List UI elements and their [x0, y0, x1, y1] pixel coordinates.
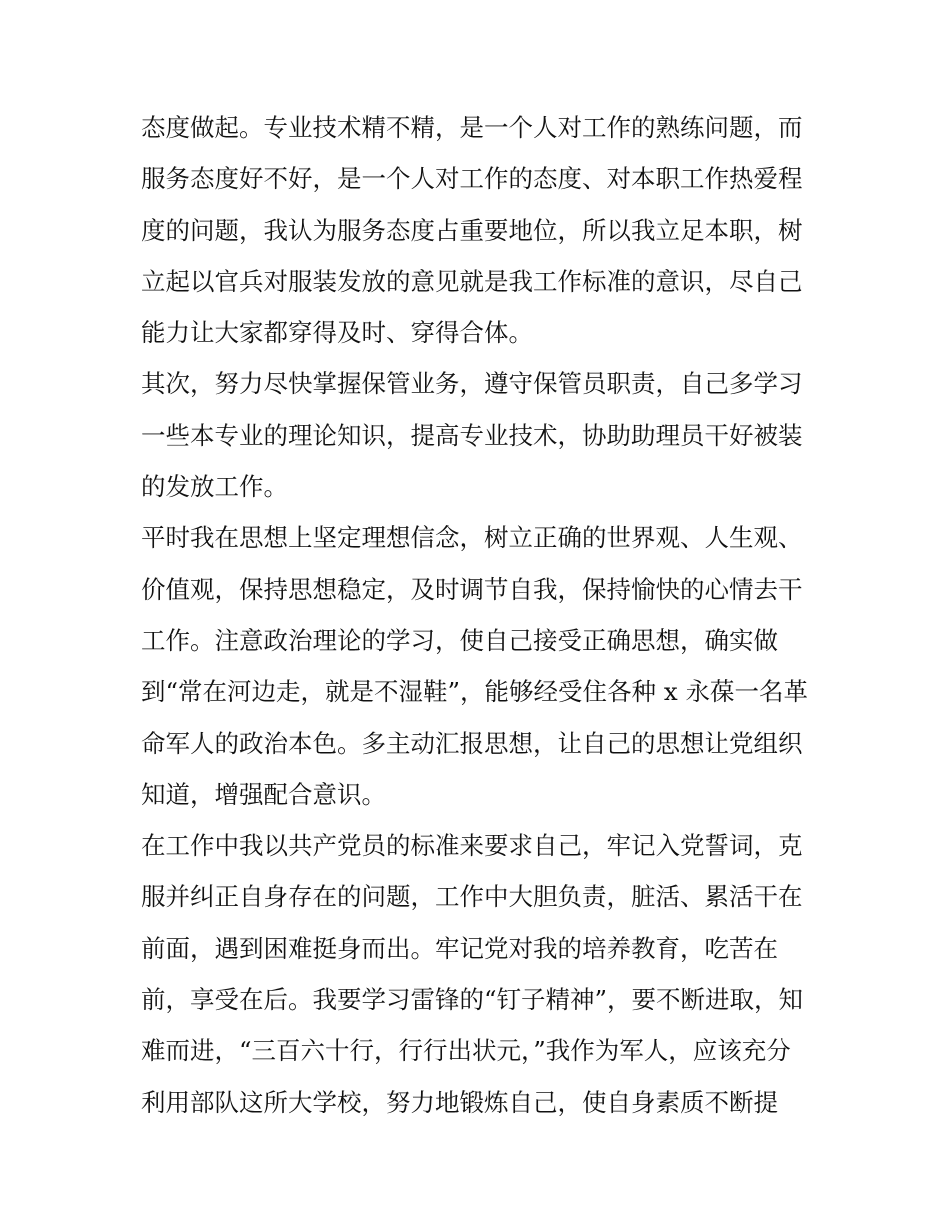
text-line: 立起以官兵对服装发放的意见就是我工作标准的意识，尽自己	[141, 266, 803, 296]
text-line: 到“常在河边走，就是不湿鞋”，能够经受住各种 x 永葆一名革	[141, 677, 808, 707]
text-line: 知道，增强配合意识。	[141, 779, 386, 809]
text-line: 难而进，“三百六十行，行行出状元，”我作为军人，应该充分	[141, 1036, 791, 1066]
text-line: 服务态度好不好，是一个人对工作的态度、对本职工作热爱程	[141, 164, 803, 194]
text-line: 一些本专业的理论知识，提高专业技术，协助助理员干好被装	[141, 420, 803, 450]
text-line: 命军人的政治本色。多主动汇报思想，让自己的思想让党组织	[141, 728, 803, 758]
text-line: 工作。注意政治理论的学习，使自己接受正确思想，确实做	[141, 625, 778, 655]
text-line: 的发放工作。	[141, 472, 288, 502]
text-line: 前面，遇到困难挺身而出。牢记党对我的培养教育，吃苦在	[141, 933, 778, 963]
text-line: 价值观，保持思想稳定，及时调节自我，保持愉快的心情去干	[141, 574, 803, 604]
text-line: 其次，努力尽快掌握保管业务，遵守保管员职责，自己多学习	[141, 369, 803, 399]
text-line: 服并纠正自身存在的问题，工作中大胆负责，脏活、累活干在	[141, 882, 803, 912]
text-line: 在工作中我以共产党员的标准来要求自己，牢记入党誓词，克	[141, 831, 803, 861]
text-line: 利用部队这所大学校，努力地锻炼自己，使自身素质不断提	[141, 1087, 778, 1117]
body-text	[141, 102, 821, 1128]
text-line: 平时我在思想上坚定理想信念，树立正确的世界观、人生观、	[141, 523, 803, 553]
text-line: 能力让大家都穿得及时、穿得合体。	[141, 318, 533, 348]
text-line: 前，享受在后。我要学习雷锋的“钉子精神”，要不断进取，知	[141, 985, 804, 1015]
text-line: 度的问题，我认为服务态度占重要地位，所以我立足本职，树	[141, 215, 803, 245]
text-line: 态度做起。专业技术精不精，是一个人对工作的熟练问题，而	[141, 113, 803, 142]
